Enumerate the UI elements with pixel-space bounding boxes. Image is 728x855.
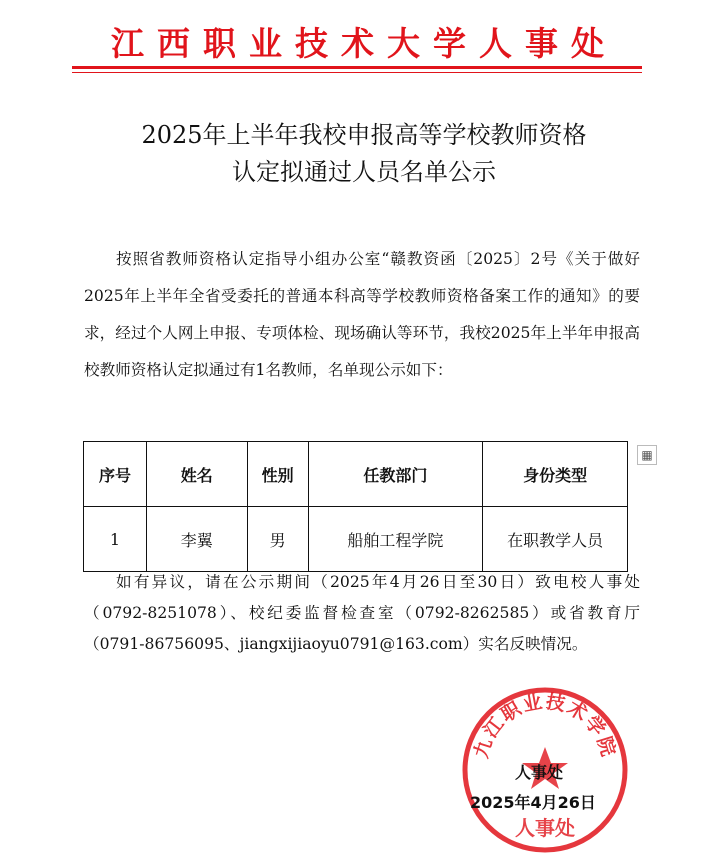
document-title-line1: 2025年上半年我校申报高等学校教师资格 [141, 121, 587, 149]
column-header-number: 序号 [84, 442, 147, 507]
cell-identity-type: 在职教学人员 [483, 507, 628, 572]
objection-note-paragraph: 如有异议，请在公示期间（2025年4月26日至30日）致电校人事处 （0792-8251078）、校纪委监督检查室（0792-8262585）或省教育厅（0791-86756095、jiangxijiaoyu0791@163.com）实名反映情况。 [84, 573, 640, 653]
column-header-identity-type: 身份类型 [483, 442, 628, 507]
cell-department: 船舶工程学院 [308, 507, 483, 572]
letterhead-rule-thin [72, 72, 642, 73]
body-paragraph: 按照省教师资格认定指导小组办公室“赣教资函〔2025〕2号《关于做好2025年上半年全省受委托的普通本科高等学校教师资格备案工作的通知》的要求，经过个人网上申报、专项体检、现场确认等环节，我校2025年上半年申报高校教师资格认定拟通过有1名教师，名单现公示如下： [84, 250, 640, 379]
column-header-department: 任教部门 [308, 442, 483, 507]
letterhead-rule-thick [72, 66, 642, 69]
table-row [84, 507, 628, 572]
document-title-line2: 认定拟通过人员名单公示 [232, 158, 496, 186]
column-header-gender: 性别 [247, 442, 308, 507]
signature-department: 人事处 [515, 763, 564, 782]
cell-gender: 男 [247, 507, 308, 572]
cell-name: 李翼 [146, 507, 247, 572]
table-header-row [84, 442, 628, 507]
letterhead-title: 江西职业技术大学人事处 [111, 24, 617, 63]
seal-ring-text: 九江职业技术学院 [470, 690, 620, 761]
signature-date: 2025年4月26日 [470, 793, 596, 812]
column-header-name: 姓名 [146, 442, 247, 507]
table-move-handle-icon[interactable]: ▦ [637, 445, 657, 465]
seal-center-text: 人事处 [515, 816, 575, 840]
cell-number: 1 [84, 507, 147, 572]
roster-table [83, 441, 628, 572]
